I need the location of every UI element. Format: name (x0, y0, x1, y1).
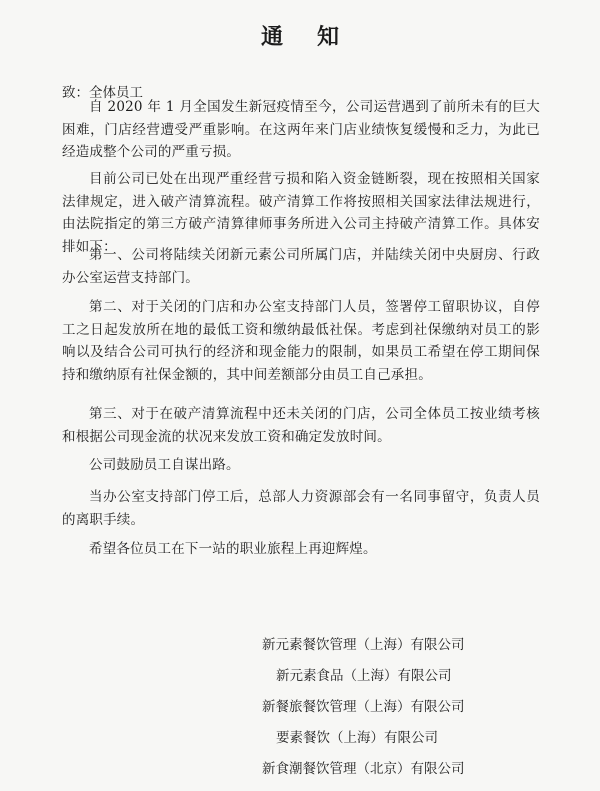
paragraph-bankruptcy: 目前公司已处在出现严重经营亏损和陷入资金链断裂，现在按照相关国家法律规定，进入破产清算流程。破产清算工作将按照相关国家法律法规进行，由法院指定的第三方破产清算律师事务所进入公司主持破产清算工作。具体安排如下： (62, 171, 540, 255)
paragraph-closing: 希望各位员工在下一站的职业旅程上再迎辉煌。 (89, 541, 377, 557)
notice-title: 通知 (260, 24, 373, 50)
notice-page: 通知 致：全体员工 自 2020 年 1 月全国发生新冠疫情至今，公司运营遇到了前所未有的巨大困难，门店经营遭受严重影响。在这两年来门店业绩恢复缓慢和乏力，为此已经造成整个公司的严重亏损。 目前公司已处在出现严重经营亏损和陷入资金链断裂，现在按照相关国家法律规定，进入破产清算流程。破产清算工作将按照相关国家法律法规进行，由法院指定的第三方破产清算律师事务所进入公司主持破产清算工作。具体安排如下： 第一、公司将陆续关闭新元素公司所属门店，并陆续关闭中央厨房、行政办公室运营支持部门。 第二、对于关闭的门店和办公室支持部门人员，签署停工留职协议，自停工之日起发放所在地的最低工资和缴纳最低社保。考虑到社保缴纳对员工的影响以及结合公司可执行的经济和现金能力的限制，如果员工希望在停工期间保持和缴纳原有社保金额的，其中间差额部分由员工自己承担。 第三、对于在破产清算流程中还未关闭的门店，公司全体员工按业绩考核和根据公司现金流的状况来发放工资和确定发放时间。 公司鼓励员工自谋出路。 当办公室支持部门停工后，总部人力资源部会有一名同事留守，负责人员的离职手续。 希望各位员工在下一站的职业旅程上再迎辉煌。 新元素餐饮管理（上海）有限公司 新元素食品（上海）有限公司 新餐旅餐饮管理（上海）有限公司 要素餐饮（上海）有限公司 新食潮餐饮管理（北京）有限公司 (0, 0, 600, 791)
paragraph-item-1: 第一、公司将陆续关闭新元素公司所属门店，并陆续关闭中央厨房、行政办公室运营支持部门。 (62, 247, 540, 286)
paragraph-encourage: 公司鼓励员工自谋出路。 (89, 457, 240, 473)
paragraph-hr: 当办公室支持部门停工后，总部人力资源部会有一名同事留守，负责人员的离职手续。 (62, 489, 540, 528)
paragraph-background: 自 2020 年 1 月全国发生新冠疫情至今，公司运营遇到了前所未有的巨大困难，门店经营遭受严重影响。在这两年来门店业绩恢复缓慢和乏力，为此已经造成整个公司的严重亏损。 (62, 99, 540, 160)
paragraph-item-3: 第三、对于在破产清算流程中还未关闭的门店，公司全体员工按业绩考核和根据公司现金流的状况来发放工资和确定发放时间。 (62, 406, 540, 445)
salutation: 致：全体员工 (62, 85, 143, 101)
paragraph-item-2: 第二、对于关闭的门店和办公室支持部门人员，签署停工留职协议，自停工之日起发放所在地的最低工资和缴纳最低社保。考虑到社保缴纳对员工的影响以及结合公司可执行的经济和现金能力的限制，如果员工希望在停工期间保持和缴纳原有社保金额的，其中间差额部分由员工自己承担。 (62, 299, 540, 383)
